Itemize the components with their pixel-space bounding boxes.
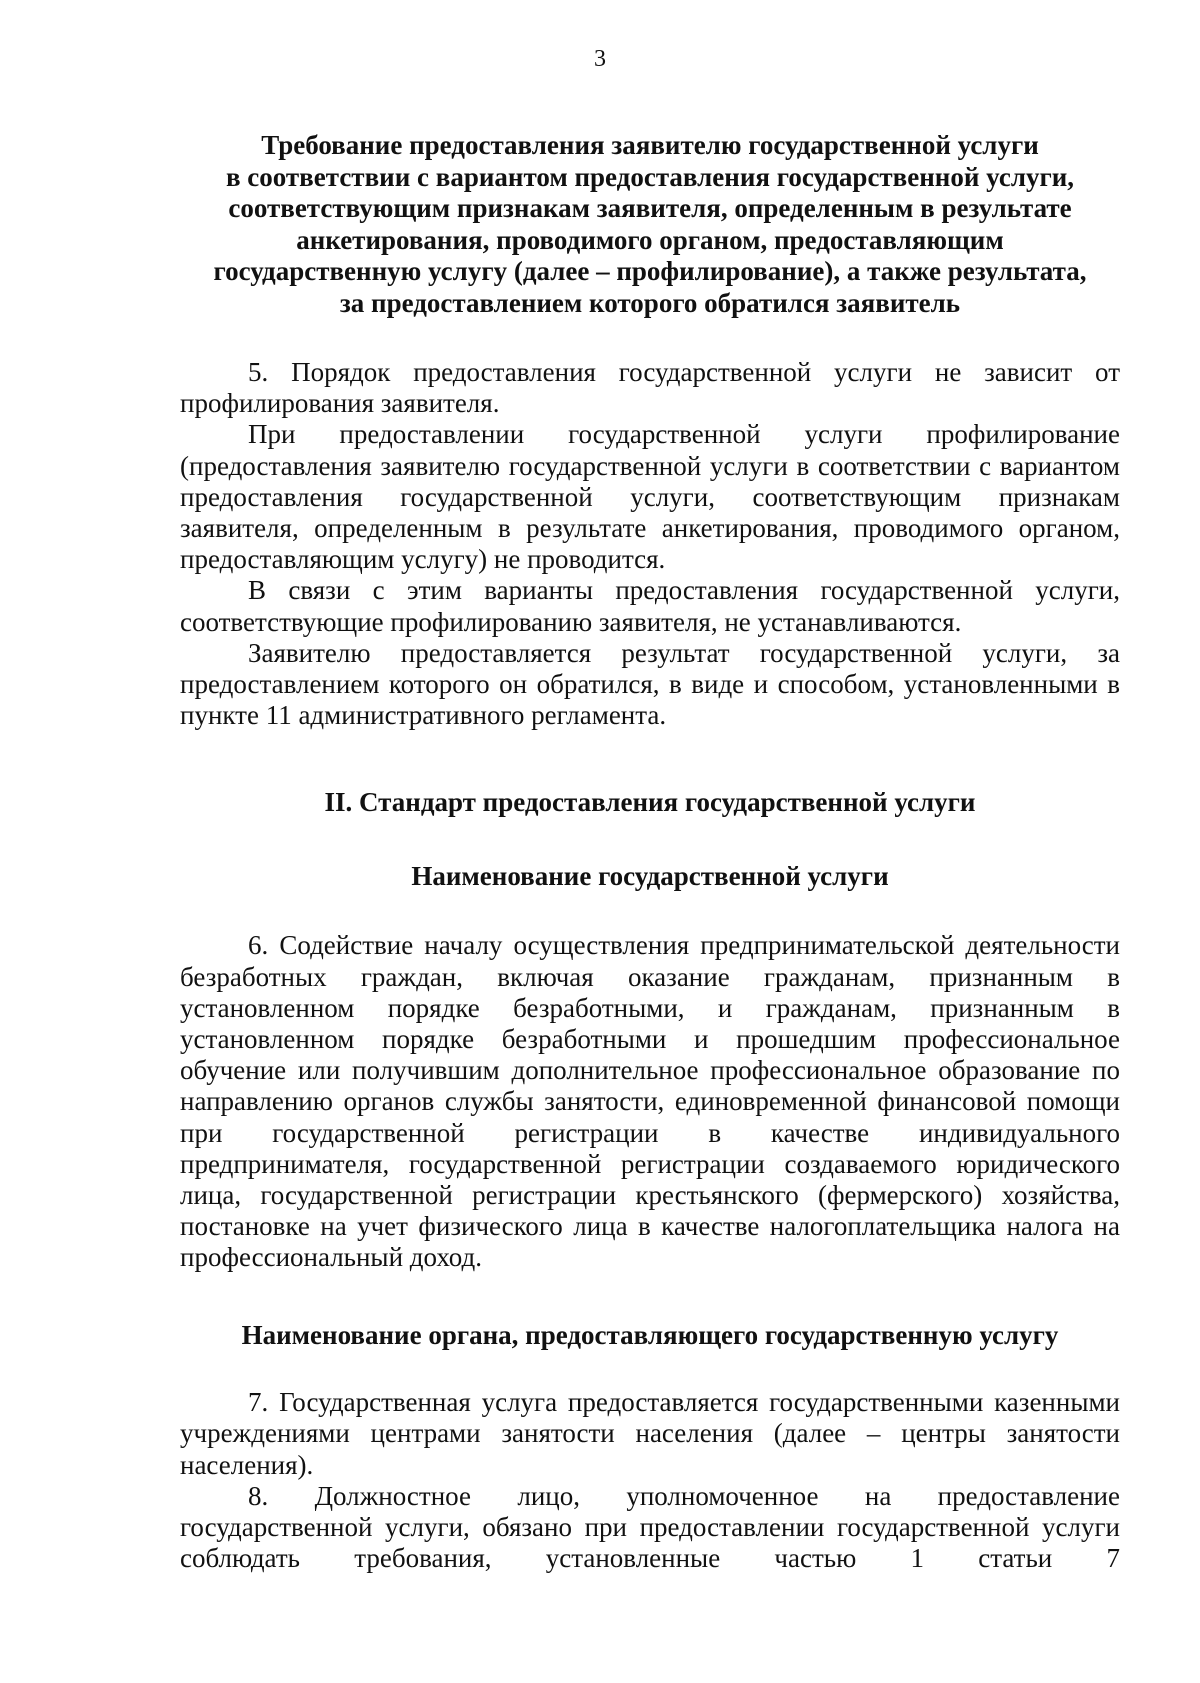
- subheading-organization: Наименование органа, предоставляющего государственную услугу: [241, 1319, 1059, 1350]
- title-line: Требование предоставления заявителю государственной услуги: [261, 130, 1039, 160]
- title-line: государственную услугу (далее – профилирование), а также результата,: [213, 256, 1087, 286]
- service-name-body: [180, 930, 1120, 1273]
- section-1-body: [180, 357, 1120, 731]
- paragraph-variants: В связи с этим варианты предоставления государственной услуги, соответствующие профилированию заявителя, не устанавливаются.: [180, 575, 1120, 637]
- paragraph-7: 7. Государственная услуга предоставляется государственными казенными учреждениями центрами занятости населения (далее – центры занятости населения).: [180, 1387, 1120, 1480]
- title-line: в соответствии с вариантом предоставления государственной услуги,: [225, 161, 1075, 192]
- paragraph-8: 8. Должностное лицо, уполномоченное на предоставление государственной услуги, обязано при предоставлении государственной услуги соблюдать требования, установленные частью 1 статьи 7: [180, 1480, 1120, 1574]
- paragraph-result: Заявителю предоставляется результат государственной услуги, за предоставлением которого он обратился, в виде и способом, установленными в пункте 11 административного регламента.: [180, 637, 1120, 731]
- title-line: соответствующим признакам заявителя, определенным в результате: [228, 193, 1072, 223]
- title-line: анкетирования, проводимого органом, предоставляющим: [296, 224, 1004, 255]
- page-number: 3: [594, 46, 606, 72]
- subheading-service-name: Наименование государственной услуги: [411, 860, 889, 891]
- paragraph-profiling: При предоставлении государственной услуги профилирование (предоставления заявителю государственной услуги в соответствии с вариантом предоставления государственной услуги, соответствующим признакам заявителя, определенным в результате анкетирования, проводимого органом, предоставляющим услугу) не проводится.: [180, 419, 1120, 575]
- page-content: [180, 130, 1120, 1574]
- paragraph-5: 5. Порядок предоставления государственной услуги не зависит от профилирования заявителя.: [180, 357, 1120, 419]
- organization-body: [180, 1387, 1120, 1574]
- requirement-title: [180, 130, 1120, 319]
- paragraph-6: 6. Содействие началу осуществления предпринимательской деятельности безработных граждан, включая оказание гражданам, признанным в установленном порядке безработными, и гражданам, признанным в установленном порядке безработными и прошедшим профессиональное обучение или получившим дополнительное профессиональное образование по направлению органов службы занятости, единовременной финансовой помощи при государственной регистрации в качестве индивидуального предпринимателя, государственной регистрации создаваемого юридического лица, государственной регистрации крестьянского (фермерского) хозяйства, постановке на учет физического лица в качестве налогоплательщика налога на профессиональный доход.: [180, 930, 1120, 1273]
- title-line: за предоставлением которого обратился заявитель: [339, 287, 961, 318]
- section-heading: II. Стандарт предоставления государственной услуги: [324, 787, 976, 818]
